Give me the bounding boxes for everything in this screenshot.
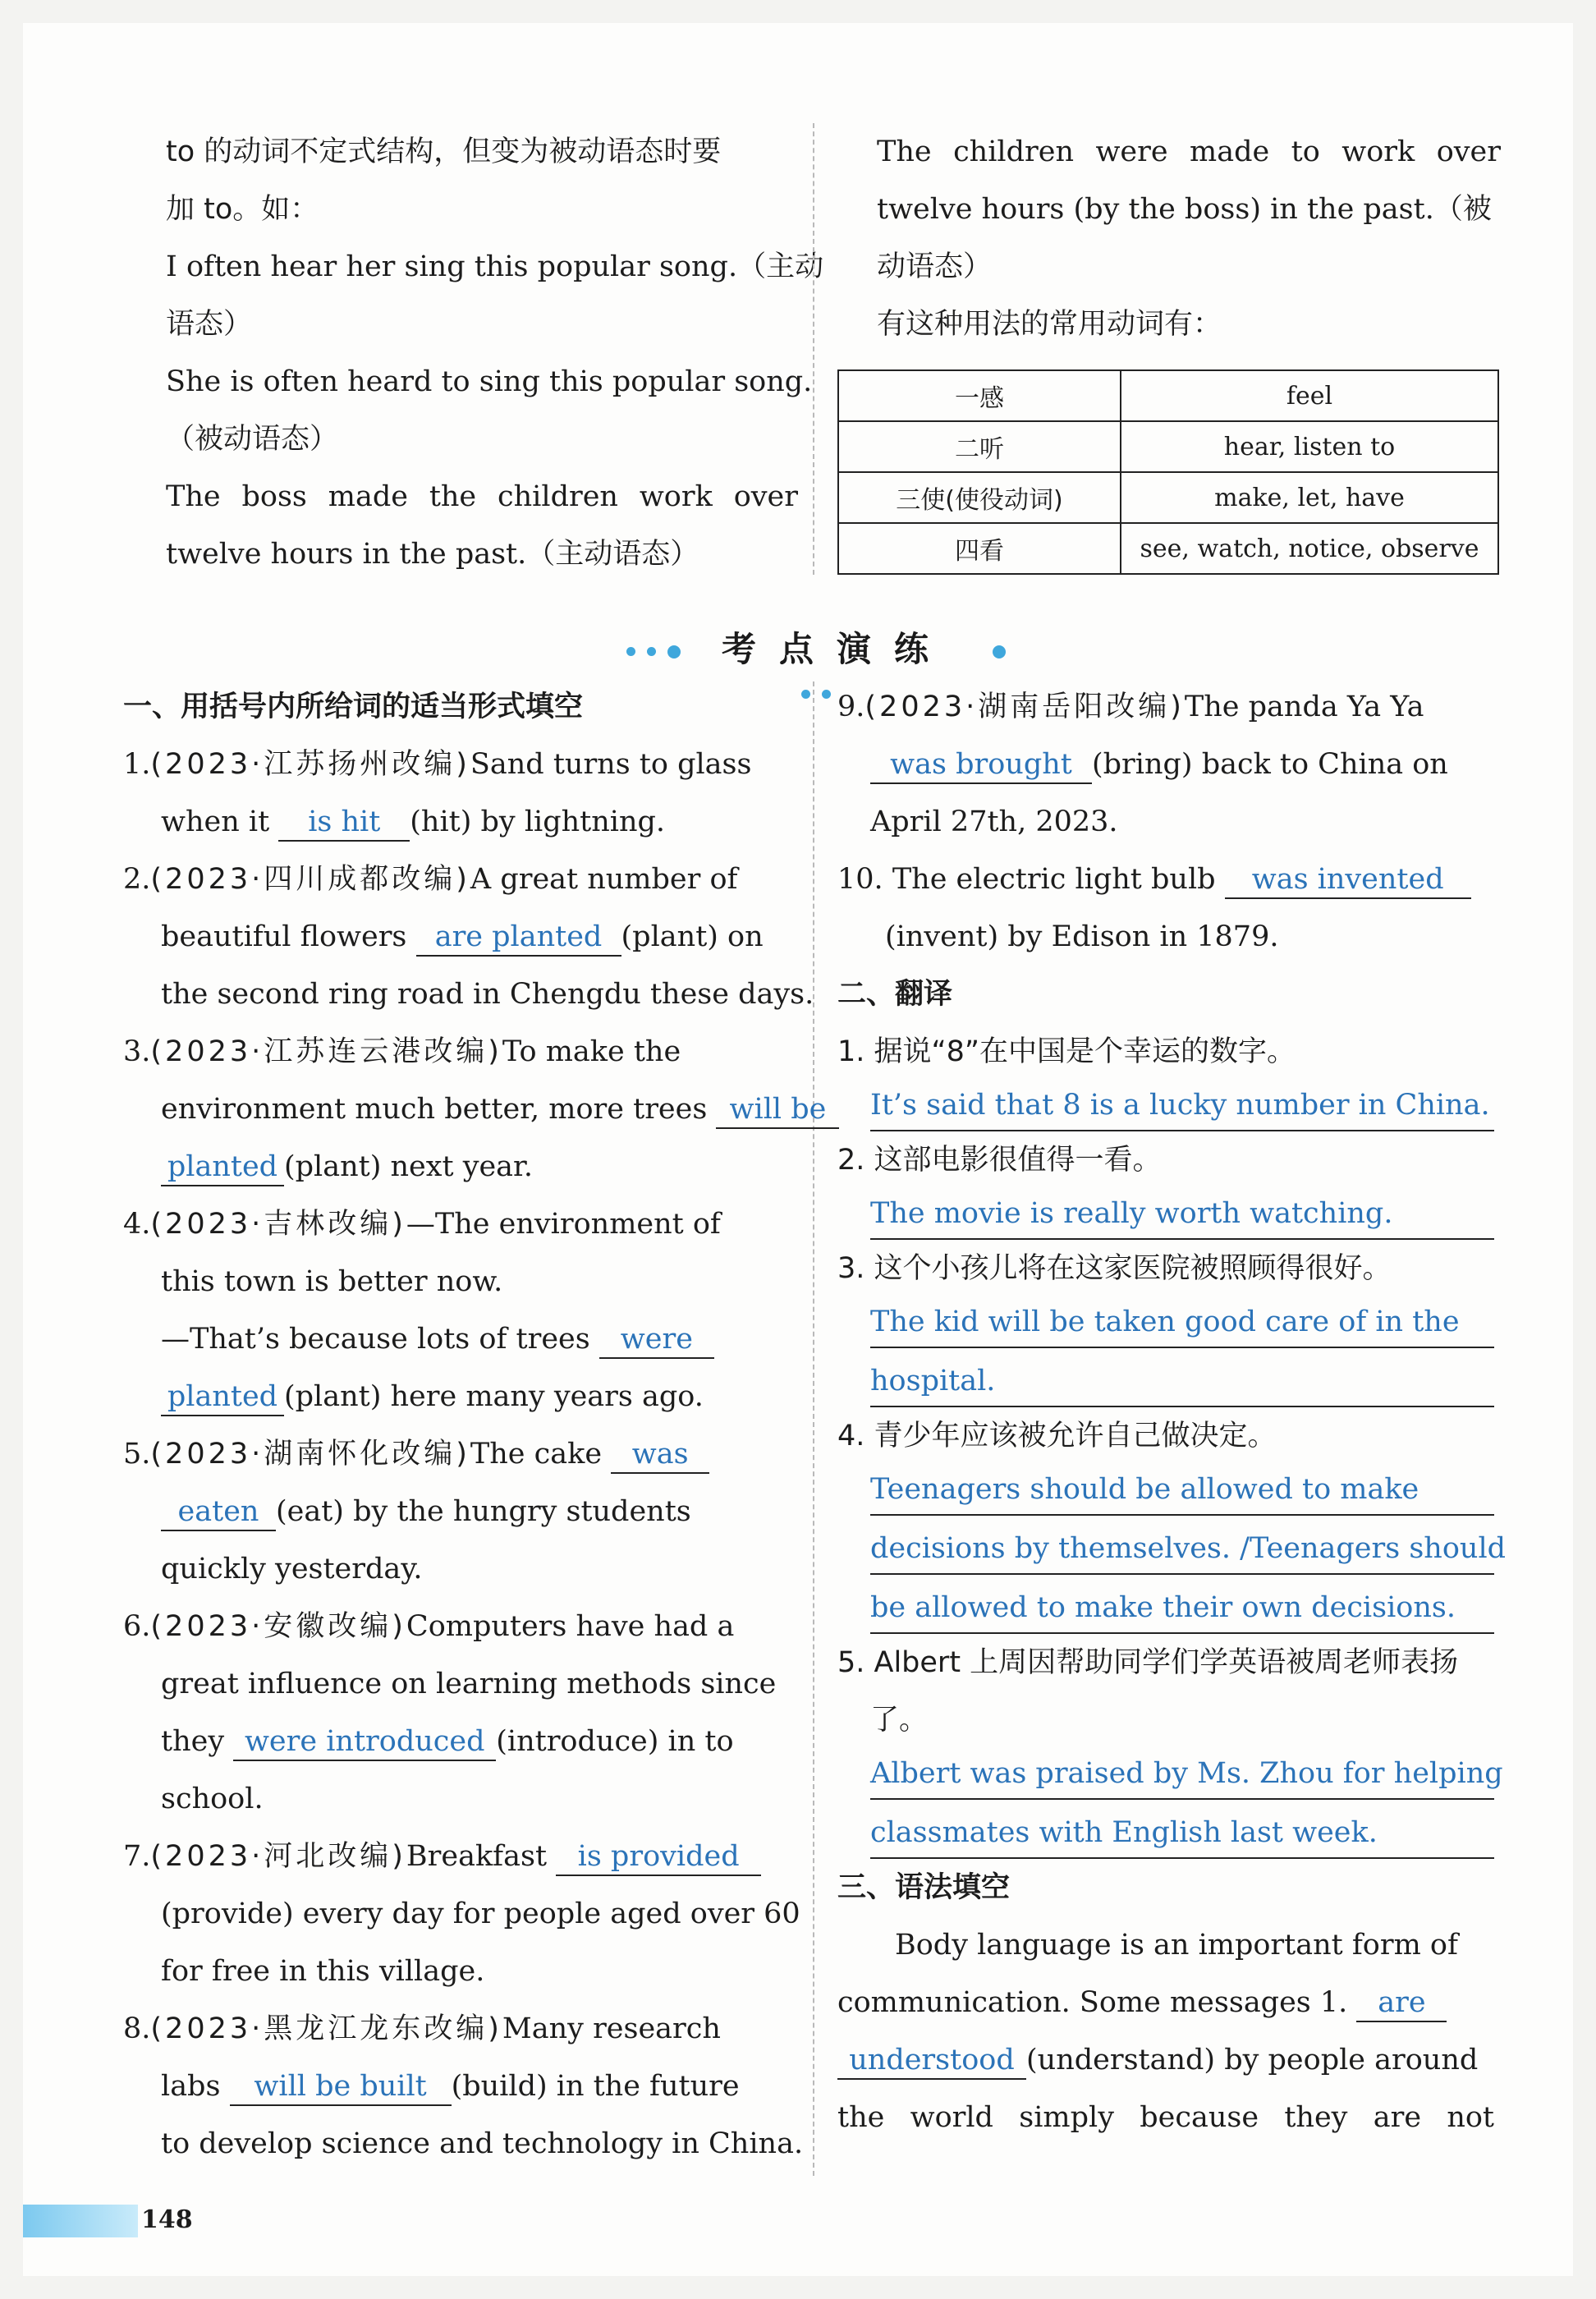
passage-line xyxy=(837,1974,1494,2031)
table-cell: 二听 xyxy=(838,421,1121,472)
q-text: The panda Ya Ya xyxy=(1184,691,1424,723)
q-num: 4. xyxy=(123,1208,151,1241)
question-7-cont: (provide) every day for people aged over 60 xyxy=(161,1897,800,1930)
answer-blank[interactable]: will be built xyxy=(230,2068,452,2106)
q-text: labs xyxy=(161,2070,221,2103)
q-source: (2023·湖南岳阳改编) xyxy=(864,691,1185,723)
dot-icon xyxy=(647,647,656,656)
translate-q1: 1. 据说“8”在中国是个幸运的数字。 xyxy=(837,1035,1296,1068)
question-5-cont xyxy=(123,1483,796,1540)
question-9-cont: April 27th, 2023. xyxy=(870,805,1118,838)
q-text: The electric light bulb xyxy=(892,863,1216,896)
note-line: 加 to。如： xyxy=(166,193,319,226)
question-10 xyxy=(837,851,1494,908)
exercise-left xyxy=(123,678,827,2173)
q-num: 6. xyxy=(123,1610,151,1643)
answer-blank[interactable]: are xyxy=(1356,1985,1447,2022)
q-num: 8. xyxy=(123,2012,151,2045)
q-num: 2. xyxy=(123,863,151,896)
footer-bar xyxy=(23,2205,138,2237)
column-divider xyxy=(813,123,814,575)
q-source: (2023·黑龙江龙东改编) xyxy=(150,2012,502,2045)
question-9-cont xyxy=(837,736,1494,793)
section-title: 一、用括号内所给词的适当形式填空 xyxy=(123,691,584,723)
answer-line[interactable]: hospital. xyxy=(870,1356,1494,1407)
q-text: Many research xyxy=(502,2012,721,2045)
table-cell: 三使(使役动词) xyxy=(838,472,1121,523)
q-text: (introduce) in to xyxy=(496,1725,734,1758)
question-2-cont xyxy=(123,908,796,966)
q-num: 7. xyxy=(123,1840,151,1873)
passage-line: Body language is an important form of xyxy=(895,1929,1458,1962)
q-source: (2023·吉林改编) xyxy=(150,1208,406,1241)
dot-icon xyxy=(667,645,681,658)
answer-blank[interactable]: were xyxy=(599,1321,714,1359)
question-6-cont: great influence on learning methods since xyxy=(161,1668,777,1700)
table-cell: make, let, have xyxy=(1121,472,1498,523)
answer-line[interactable]: It’s said that 8 is a lucky number in China. xyxy=(870,1081,1494,1131)
question-2-cont: the second ring road in Chengdu these days. xyxy=(161,978,814,1011)
q-text: Computers have had a xyxy=(406,1610,735,1643)
section-title: 三、语法填空 xyxy=(837,1871,1011,1904)
q-text: they xyxy=(161,1725,225,1758)
answer-blank[interactable]: was invented xyxy=(1225,861,1471,899)
note-line: （被动语态） xyxy=(166,423,339,456)
q-text: A great number of xyxy=(470,863,738,896)
question-6-cont xyxy=(123,1713,796,1770)
question-4-cont xyxy=(123,1368,796,1425)
banner-title: 考点演练 xyxy=(721,629,952,669)
table-row xyxy=(838,472,1498,523)
answer-blank[interactable]: planted xyxy=(161,1149,284,1186)
q-text: (plant) next year. xyxy=(284,1150,534,1183)
table-cell: see, watch, notice, observe xyxy=(1121,523,1498,574)
table-row xyxy=(838,421,1498,472)
dot-icon xyxy=(822,690,831,699)
translate-q2: 2. 这部电影很值得一看。 xyxy=(837,1144,1162,1177)
question-3-cont xyxy=(123,1081,827,1138)
section-banner xyxy=(611,622,1021,672)
dot-icon xyxy=(801,690,810,699)
translate-q5: 5. Albert 上周因帮助同学们学英语被周老师表扬 xyxy=(837,1646,1459,1679)
question-2 xyxy=(123,851,796,908)
q-text: beautiful flowers xyxy=(161,920,407,953)
q-text: when it xyxy=(161,805,270,838)
translate-q4: 4. 青少年应该被允许自己做决定。 xyxy=(837,1420,1277,1452)
note-line: The boss made the children work over xyxy=(166,480,798,513)
q-text: (build) in the future xyxy=(451,2070,740,2103)
question-4 xyxy=(123,1195,796,1253)
translate-q5-cont: 了。 xyxy=(870,1704,929,1737)
note-line: 有这种用法的常用动词有： xyxy=(877,308,1222,341)
note-line: The children were made to work over xyxy=(877,135,1501,168)
q-text: (understand) by people around xyxy=(1026,2044,1479,2076)
question-4-cont: this town is better now. xyxy=(161,1265,503,1298)
page-number: 148 xyxy=(141,2205,193,2234)
q-text: Breakfast xyxy=(406,1840,548,1873)
answer-blank[interactable]: will be xyxy=(716,1091,839,1129)
q-num: 3. xyxy=(123,1035,151,1068)
table-cell: feel xyxy=(1121,370,1498,421)
answer-blank[interactable]: is hit xyxy=(278,804,410,842)
q-text: The cake xyxy=(470,1438,603,1471)
q-num: 1. xyxy=(123,748,151,781)
question-8-cont xyxy=(123,2058,796,2115)
answer-line[interactable]: The kid will be taken good care of in the xyxy=(870,1297,1494,1348)
answer-blank[interactable]: understood xyxy=(837,2042,1026,2080)
question-9 xyxy=(837,678,1494,736)
q-num: 9. xyxy=(837,691,865,723)
q-text: —That’s because lots of trees xyxy=(161,1323,590,1356)
question-5-cont: quickly yesterday. xyxy=(161,1553,423,1585)
note-line: twelve hours (by the boss) in the past.（被 xyxy=(877,193,1492,226)
question-5 xyxy=(123,1425,796,1483)
note-line: I often hear her sing this popular song.（主动 xyxy=(166,250,824,283)
column-divider xyxy=(813,681,814,2176)
q-text: Sand turns to glass xyxy=(470,748,752,781)
answer-line[interactable]: decisions by themselves. /Teenagers should xyxy=(870,1524,1494,1575)
note-line: 语态） xyxy=(166,308,253,341)
q-num: 5. xyxy=(123,1438,151,1471)
note-line: She is often heard to sing this popular song. xyxy=(166,365,813,398)
answer-blank[interactable]: eaten xyxy=(161,1494,276,1531)
q-text: (bring) back to China on xyxy=(1092,748,1448,781)
question-3-cont xyxy=(123,1138,796,1195)
q-source: (2023·四川成都改编) xyxy=(150,863,470,896)
q-source: (2023·江苏扬州改编) xyxy=(150,748,470,781)
section-title: 二、翻译 xyxy=(837,978,953,1011)
answer-blank[interactable]: are planted xyxy=(416,919,621,957)
answer-blank[interactable]: was xyxy=(611,1436,709,1474)
answer-line[interactable]: be allowed to make their own decisions. xyxy=(870,1583,1494,1634)
note-line: twelve hours in the past.（主动语态） xyxy=(166,538,699,571)
table-cell: 一感 xyxy=(838,370,1121,421)
q-text: (hit) by lightning. xyxy=(410,805,666,838)
question-8-cont: to develop science and technology in China. xyxy=(161,2127,804,2160)
grammar-note-left xyxy=(166,123,824,583)
question-10-cont: (invent) by Edison in 1879. xyxy=(885,920,1279,953)
question-7 xyxy=(123,1828,796,1885)
q-text: (plant) on xyxy=(621,920,764,953)
answer-line[interactable]: Albert was praised by Ms. Zhou for helping xyxy=(870,1749,1494,1800)
translate-q3: 3. 这个小孩儿将在这家医院被照顾得很好。 xyxy=(837,1252,1392,1285)
q-text: environment much better, more trees xyxy=(161,1093,708,1126)
answer-blank[interactable]: was brought xyxy=(870,746,1092,784)
answer-blank[interactable]: planted xyxy=(161,1379,284,1416)
passage-line xyxy=(837,2031,1494,2089)
note-line: to 的动词不定式结构，但变为被动语态时要 xyxy=(166,135,722,168)
question-8 xyxy=(123,2000,796,2058)
table-cell: 四看 xyxy=(838,523,1121,574)
question-6-cont: school. xyxy=(161,1783,264,1815)
question-1 xyxy=(123,736,796,793)
note-line: 动语态） xyxy=(877,250,993,283)
q-source: (2023·安徽改编) xyxy=(150,1610,406,1643)
table-row xyxy=(838,523,1498,574)
question-6 xyxy=(123,1598,796,1655)
question-7-cont: for free in this village. xyxy=(161,1955,485,1988)
q-source: (2023·湖南怀化改编) xyxy=(150,1438,470,1471)
answer-blank[interactable]: were introduced xyxy=(233,1723,496,1761)
table-row xyxy=(838,370,1498,421)
question-4-cont xyxy=(123,1310,796,1368)
q-text: (plant) here many years ago. xyxy=(284,1380,704,1413)
dot-icon xyxy=(993,645,1006,658)
exercise-right xyxy=(837,678,1507,2146)
question-3 xyxy=(123,1023,796,1081)
answer-blank[interactable]: is provided xyxy=(556,1838,761,1876)
answer-line[interactable]: The movie is really worth watching. xyxy=(870,1189,1494,1240)
table-cell: hear, listen to xyxy=(1121,421,1498,472)
verb-usage-table xyxy=(837,369,1499,575)
q-source: (2023·江苏连云港改编) xyxy=(150,1035,502,1068)
question-1-cont xyxy=(123,793,796,851)
q-num: 10. xyxy=(837,863,883,896)
dot-icon xyxy=(626,647,635,656)
q-source: (2023·河北改编) xyxy=(150,1840,406,1873)
passage-line: the world simply because they are not xyxy=(837,2101,1494,2134)
q-text: (eat) by the hungry students xyxy=(276,1495,691,1528)
q-text: —The environment of xyxy=(406,1208,721,1241)
answer-line[interactable]: Teenagers should be allowed to make xyxy=(870,1465,1494,1516)
q-text: To make the xyxy=(502,1035,681,1068)
answer-line[interactable]: classmates with English last week. xyxy=(870,1808,1494,1859)
q-text: communication. Some messages 1. xyxy=(837,1986,1348,2019)
grammar-note-right xyxy=(877,123,1501,353)
